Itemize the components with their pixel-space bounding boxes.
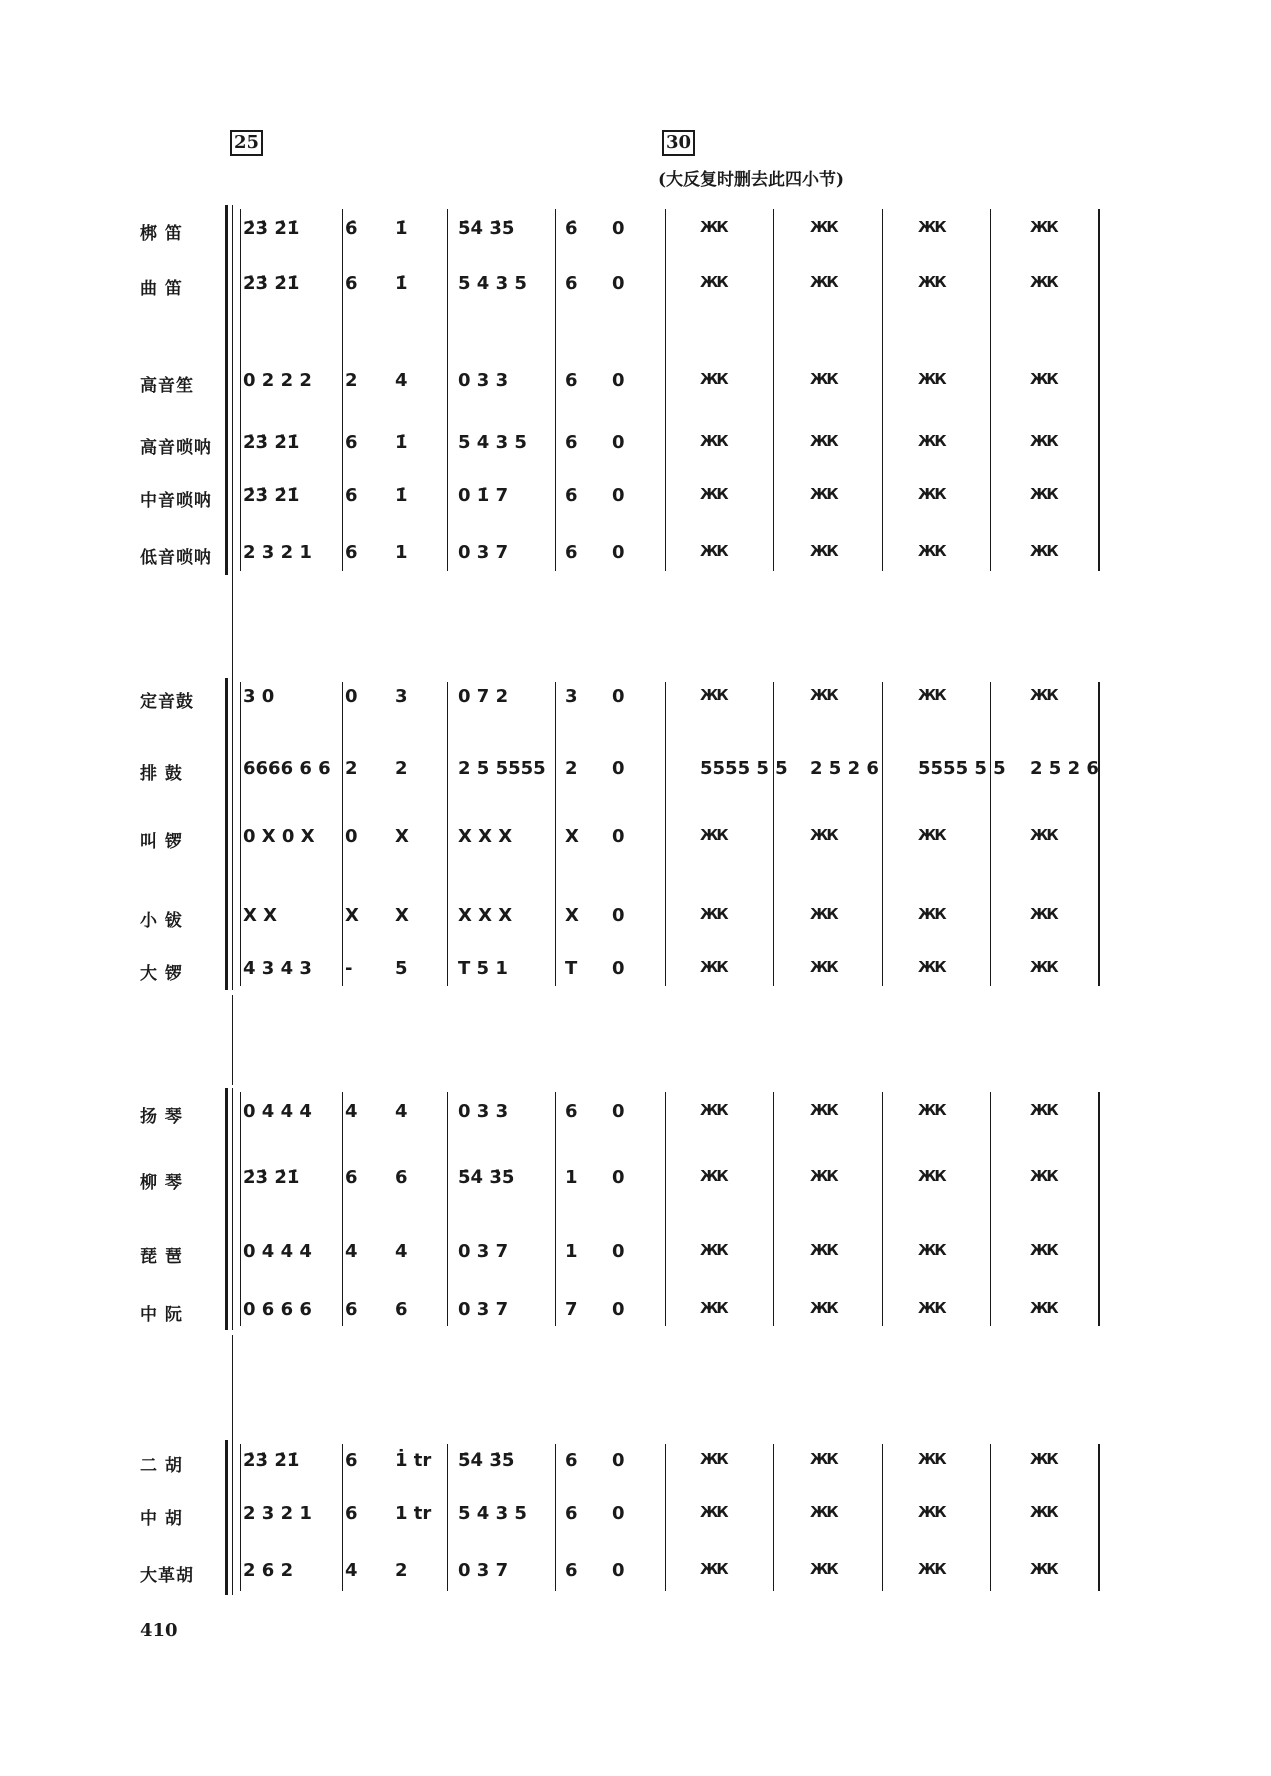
note-cell: 3 0 [243,686,275,707]
system-3-barline-9 [1098,1092,1100,1326]
note-cell: 0 3 7 [458,1299,509,1320]
bar-repeat: ЖК [918,1167,945,1185]
system-3-brace [225,1088,228,1330]
bar-repeat: ЖК [810,1503,837,1521]
system-2-barline-3 [447,682,448,986]
system-2-barline-7 [882,682,883,986]
bar-repeat: ЖК [1030,542,1057,560]
system-3-barline-4 [555,1092,556,1326]
page-left-rule-2 [232,995,233,1085]
system-2-barline-6 [773,682,774,986]
note-cell: 4 [345,1101,358,1122]
note-cell: 0 3 3 [458,370,509,391]
note-cell: 0 [612,485,625,506]
system-3-barline-6 [773,1092,774,1326]
system-4-barline-1 [240,1444,241,1591]
bar-repeat: ЖК [700,1503,727,1521]
system-1-barline-9 [1098,209,1100,571]
note-cell: 2 [565,758,578,779]
system-1-barline-3 [447,209,448,571]
system-1-barline-1 [240,209,241,571]
system-4-barline-8 [990,1444,991,1591]
bar-repeat: ЖК [1030,370,1057,388]
note-cell: 0 [612,370,625,391]
instrument-name: 曲 笛 [140,279,183,299]
bar-repeat: ЖК [810,542,837,560]
instrument-name: 二 胡 [140,1456,183,1476]
bar-repeat: ЖК [918,1503,945,1521]
note-cell: 6 [345,1450,358,1471]
note-cell: 2 3 2 1 [243,1503,312,1524]
note-cell: 3 [395,686,408,707]
note-cell: 6 [345,432,358,453]
bar-repeat: ЖК [700,1560,727,1578]
note-cell: 2 5 5555 [458,758,546,779]
note-cell: 6 [565,1560,578,1581]
note-cell: 0 4 4 4 [243,1101,312,1122]
instrument-name: 大革胡 [140,1566,194,1586]
system-3-barline-1 [240,1092,241,1326]
note-cell: 0 2 2 2 [243,370,312,391]
system-2-barline-4 [555,682,556,986]
note-cell: 6 [565,432,578,453]
note-cell: 6 [565,485,578,506]
bar-repeat: ЖК [810,1241,837,1259]
note-cell: 6 [395,1167,408,1188]
system-4-brace [225,1440,228,1595]
note-cell: 0 [612,432,625,453]
bar-repeat: ЖК [810,218,837,236]
bar-repeat: ЖК [700,905,727,923]
bar-repeat: ЖК [810,686,837,704]
note-cell: 6 [395,1299,408,1320]
note-cell: X [395,826,409,847]
system-4-barline-3 [447,1444,448,1591]
bar-repeat: ЖК [1030,1101,1057,1119]
note-cell: 0 [345,686,358,707]
note-cell: 5555 5 5 [918,758,1006,779]
note-cell: X [565,905,579,926]
system-4-barline-9 [1098,1444,1100,1591]
note-cell: 0 7 2 [458,686,509,707]
system-1-brace [225,205,228,575]
system-1-barline-4 [555,209,556,571]
bar-repeat: ЖК [918,958,945,976]
note-cell: 2 5 2 6 [1030,758,1099,779]
bar-repeat: ЖК [810,485,837,503]
note-cell: 6 [345,1503,358,1524]
note-cell: 6666 6 6 [243,758,331,779]
note-cell: 6 [565,1450,578,1471]
bar-repeat: ЖК [918,370,945,388]
system-3-barline-2 [342,1092,343,1326]
note-cell: 2̇3̇ 2̇1̇ [243,1167,300,1188]
bar-repeat: ЖК [700,485,727,503]
bar-repeat: ЖК [1030,958,1057,976]
note-cell: 1̇ [395,218,408,239]
bar-repeat: ЖК [810,1450,837,1468]
note-cell: 0 [612,273,625,294]
system-1-barline-2 [342,209,343,571]
instrument-name: 琵 琶 [140,1247,183,1267]
bar-repeat: ЖК [810,1299,837,1317]
note-cell: 6 [565,542,578,563]
system-4-barline-4 [555,1444,556,1591]
instrument-name: 中 胡 [140,1509,183,1529]
bar-repeat: ЖК [918,432,945,450]
note-cell: 6̇ [565,218,578,239]
note-cell: 7 [565,1299,578,1320]
note-cell: 0 4 4 4 [243,1241,312,1262]
bar-repeat: ЖК [810,958,837,976]
bar-repeat: ЖК [918,826,945,844]
bar-repeat: ЖК [918,686,945,704]
note-cell: 0 3 7 [458,1241,509,1262]
bar-repeat: ЖК [700,1241,727,1259]
bar-repeat: ЖК [700,686,727,704]
system-1-brace-thin [232,205,233,575]
bar-repeat: ЖК [1030,686,1057,704]
note-cell: 0 [612,218,625,239]
note-cell: 2 3 2 1 [243,542,312,563]
note-cell: 5̇4̇ 3̇5̇ [458,1450,515,1471]
bar-repeat: ЖК [700,1167,727,1185]
note-cell: 0 6 6 6 [243,1299,312,1320]
bar-repeat: ЖК [810,826,837,844]
system-2-barline-1 [240,682,241,986]
system-1-barline-5 [665,209,666,571]
bar-repeat: ЖК [1030,1299,1057,1317]
page-number: 410 [140,1620,178,1641]
note-cell: 0 [612,1101,625,1122]
note-cell: - [345,958,353,979]
note-cell: 5̇4̇ 3̇5̇ [458,1167,515,1188]
note-cell: X X X [458,826,513,847]
note-cell: 0 [612,1450,625,1471]
note-cell: 5̇4̇ 3̇5̇ [458,218,515,239]
note-cell: 0 [612,542,625,563]
note-cell: 6 [345,273,358,294]
bar-repeat: ЖК [918,218,945,236]
instrument-name: 中音唢呐 [140,491,212,511]
note-cell: X [345,905,359,926]
note-cell: 6 [565,1101,578,1122]
note-cell: 1̇ [395,273,408,294]
note-cell: 0 3 7 [458,542,509,563]
bar-repeat: ЖК [700,826,727,844]
note-cell: 4 [345,1560,358,1581]
bar-repeat: ЖК [918,905,945,923]
note-cell: 6 [345,1299,358,1320]
instrument-name: 叫 锣 [140,832,183,852]
note-cell: X [395,905,409,926]
bar-repeat: ЖК [810,1167,837,1185]
bar-repeat: ЖК [810,905,837,923]
note-cell: 0 [345,826,358,847]
bar-repeat: ЖК [810,1560,837,1578]
note-cell: 6 [345,542,358,563]
bar-repeat: ЖК [700,1450,727,1468]
note-cell: X X X [458,905,513,926]
system-4-barline-6 [773,1444,774,1591]
note-cell: 0 [612,1241,625,1262]
system-3-barline-3 [447,1092,448,1326]
note-cell: 0 X 0 X [243,826,315,847]
bar-repeat: ЖК [700,370,727,388]
bar-repeat: ЖК [700,958,727,976]
instrument-name: 柳 琴 [140,1173,183,1193]
instrument-name: 高音笙 [140,376,194,396]
system-2-barline-9 [1098,682,1100,986]
note-cell: 6 [345,485,358,506]
instrument-name: 中 阮 [140,1305,183,1325]
note-cell: 2 6 2 [243,1560,294,1581]
note-cell: 4 [395,1101,408,1122]
note-cell: 0 1̇ 7 [458,485,509,506]
bar-repeat: ЖК [810,432,837,450]
note-cell: 2 [395,758,408,779]
note-cell: 6 [565,370,578,391]
system-4-barline-7 [882,1444,883,1591]
bar-repeat: ЖК [1030,1167,1057,1185]
note-cell: T 5 1 [458,958,508,979]
note-cell: 0 [612,686,625,707]
system-1-barline-8 [990,209,991,571]
bar-repeat: ЖК [810,273,837,291]
note-cell: 5 4 3 5 [458,432,527,453]
note-cell: 0 [612,758,625,779]
system-2-barline-2 [342,682,343,986]
bar-repeat: ЖК [918,273,945,291]
system-1-barline-6 [773,209,774,571]
instrument-name: 高音唢呐 [140,438,212,458]
bar-repeat: ЖК [1030,218,1057,236]
instrument-name: 小 钹 [140,911,183,931]
note-cell: 1 tr [395,1503,432,1524]
bar-repeat: ЖК [918,485,945,503]
note-cell: 5 4 3 5 [458,1503,527,1524]
note-cell: X X [243,905,278,926]
bar-repeat: ЖК [810,370,837,388]
rehearsal-mark-30: 30 [662,130,695,156]
instrument-name: 梆 笛 [140,224,183,244]
bar-repeat: ЖК [1030,273,1057,291]
note-cell: 2̇3̇ 2̇1̇ [243,218,300,239]
page-left-rule [232,560,233,680]
note-cell: 1̇ tr [395,1450,432,1471]
note-cell: 0 [612,905,625,926]
system-2-brace-thin [232,678,233,990]
instrument-name: 定音鼓 [140,692,194,712]
system-2-brace [225,678,228,990]
note-cell: 0 3 7 [458,1560,509,1581]
note-cell: 2̇3̇ 2̇1̇ [243,432,300,453]
note-cell: 2 [395,1560,408,1581]
bar-repeat: ЖК [700,1299,727,1317]
note-cell: 1 [395,542,408,563]
bar-repeat: ЖК [918,542,945,560]
note-cell: 0 [612,1299,625,1320]
note-cell: 4 [395,370,408,391]
note-cell: X [565,826,579,847]
note-cell: 2̇3̇ 2̇1̇ [243,485,300,506]
note-cell: 3 [565,686,578,707]
bar-repeat: ЖК [1030,1560,1057,1578]
bar-repeat: ЖК [700,273,727,291]
note-cell: 0 [612,958,625,979]
note-cell: 1̇ [395,485,408,506]
bar-repeat: ЖК [918,1450,945,1468]
note-cell: 2̇3̇ 2̇1̇ [243,1450,300,1471]
bar-repeat: ЖК [1030,826,1057,844]
rehearsal-mark-25: 25 [230,130,263,156]
note-cell: 6̇ [345,218,358,239]
note-cell: 4 [345,1241,358,1262]
system-3-barline-7 [882,1092,883,1326]
bar-repeat: ЖК [700,1101,727,1119]
system-1-barline-7 [882,209,883,571]
instrument-name: 扬 琴 [140,1107,183,1127]
note-cell: 0 [612,826,625,847]
bar-repeat: ЖК [918,1101,945,1119]
bar-repeat: ЖК [700,432,727,450]
note-cell: 5 [395,958,408,979]
bar-repeat: ЖК [700,542,727,560]
bar-repeat: ЖК [1030,905,1057,923]
system-3-barline-8 [990,1092,991,1326]
note-cell: 5 4 3 5 [458,273,527,294]
repeat-note: (大反复时删去此四小节) [658,170,845,190]
note-cell: 4 3 4 3 [243,958,312,979]
bar-repeat: ЖК [1030,485,1057,503]
note-cell: 1 [565,1167,578,1188]
system-4-brace-thin [232,1440,233,1595]
bar-repeat: ЖК [810,1101,837,1119]
system-3-brace-thin [232,1088,233,1330]
note-cell: 0 [612,1167,625,1188]
note-cell: 0 3 3 [458,1101,509,1122]
bar-repeat: ЖК [1030,1503,1057,1521]
instrument-name: 大 锣 [140,964,183,984]
instrument-name: 低音唢呐 [140,548,212,568]
note-cell: 5555 5 5 [700,758,788,779]
instrument-name: 排 鼓 [140,764,183,784]
bar-repeat: ЖК [918,1241,945,1259]
note-cell: 1 [565,1241,578,1262]
page-left-rule-3 [232,1335,233,1440]
bar-repeat: ЖК [918,1299,945,1317]
system-3-barline-5 [665,1092,666,1326]
bar-repeat: ЖК [1030,432,1057,450]
bar-repeat: ЖК [1030,1241,1057,1259]
system-4-barline-5 [665,1444,666,1591]
bar-repeat: ЖК [700,218,727,236]
note-cell: 2 [345,758,358,779]
note-cell: T [565,958,578,979]
note-cell: 1̇ [395,432,408,453]
note-cell: 4 [395,1241,408,1262]
bar-repeat: ЖК [1030,1450,1057,1468]
system-2-barline-8 [990,682,991,986]
note-cell: 6 [565,1503,578,1524]
system-4-barline-2 [342,1444,343,1591]
bar-repeat: ЖК [918,1560,945,1578]
note-cell: 6 [565,273,578,294]
system-2-barline-5 [665,682,666,986]
note-cell: 2̇3̇ 2̇1̇ [243,273,300,294]
note-cell: 6 [345,1167,358,1188]
note-cell: 2 [345,370,358,391]
note-cell: 0 [612,1503,625,1524]
note-cell: 0 [612,1560,625,1581]
note-cell: 2 5 2 6 [810,758,879,779]
